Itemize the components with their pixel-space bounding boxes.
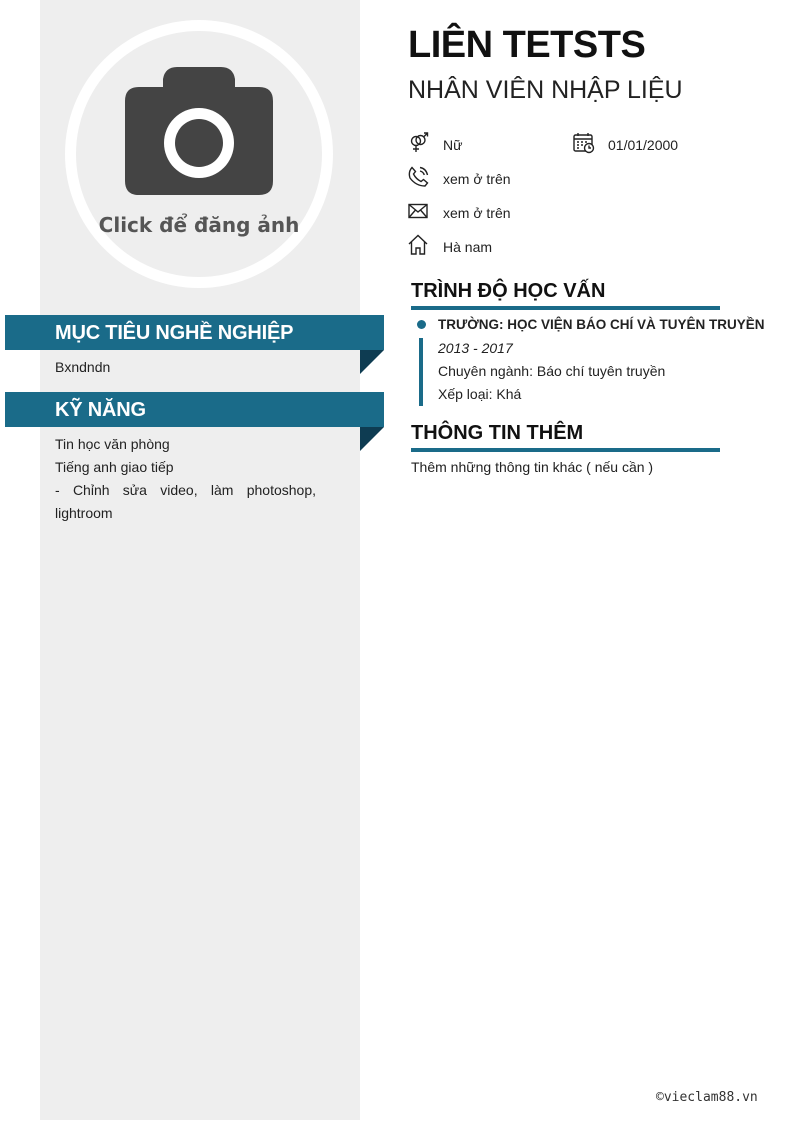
skills-header — [5, 392, 384, 427]
full-name[interactable]: LIÊN TETSTS — [408, 24, 646, 66]
gender-value: Nữ — [443, 137, 463, 153]
timeline-line — [419, 338, 423, 406]
education-title: TRÌNH ĐỘ HỌC VẤN — [411, 280, 720, 310]
photo-caption: Click để đăng ảnh — [98, 213, 300, 237]
education-rank: Xếp loại: Khá — [438, 386, 522, 402]
photo-upload[interactable] — [65, 20, 333, 288]
phone-icon — [408, 166, 430, 188]
home-icon — [408, 234, 430, 256]
objective-content: Bxndndn — [55, 359, 111, 375]
calendar-icon — [573, 132, 595, 154]
additional-title: THÔNG TIN THÊM — [411, 422, 720, 452]
gender-icon — [408, 132, 430, 154]
timeline-dot — [417, 320, 426, 329]
additional-text[interactable]: Thêm những thông tin khác ( nếu cần ) — [411, 459, 654, 475]
birthday-value: 01/01/2000 — [608, 137, 679, 153]
skill-item: - Chỉnh sửa video, làm photoshop, lightroom — [55, 482, 316, 521]
skill-item: Tin học văn phòng — [55, 436, 170, 452]
objective-title: MỤC TIÊU NGHỀ NGHIỆP — [55, 322, 294, 344]
email-icon — [408, 200, 430, 222]
address-value: Hà nam — [443, 239, 493, 255]
objective-text[interactable] — [55, 356, 316, 379]
email-value: xem ở trên — [443, 205, 511, 221]
camera-icon — [125, 67, 273, 195]
skills-list[interactable] — [55, 433, 316, 525]
objective-header — [5, 315, 384, 350]
job-title[interactable]: NHÂN VIÊN NHẬP LIỆU — [408, 76, 683, 104]
skill-item: Tiếng anh giao tiếp — [55, 459, 174, 475]
skills-fold — [360, 427, 384, 451]
phone-value: xem ở trên — [443, 171, 511, 187]
education-years: 2013 - 2017 — [438, 340, 513, 356]
skills-title: KỸ NĂNG — [55, 399, 146, 421]
education-major: Chuyên ngành: Báo chí tuyên truyền — [438, 363, 666, 379]
footer-brand: ©vieclam88.vn — [656, 1090, 758, 1105]
education-school: TRƯỜNG: HỌC VIỆN BÁO CHÍ VÀ TUYÊN TRUYỀN — [438, 317, 765, 332]
objective-fold — [360, 350, 384, 374]
